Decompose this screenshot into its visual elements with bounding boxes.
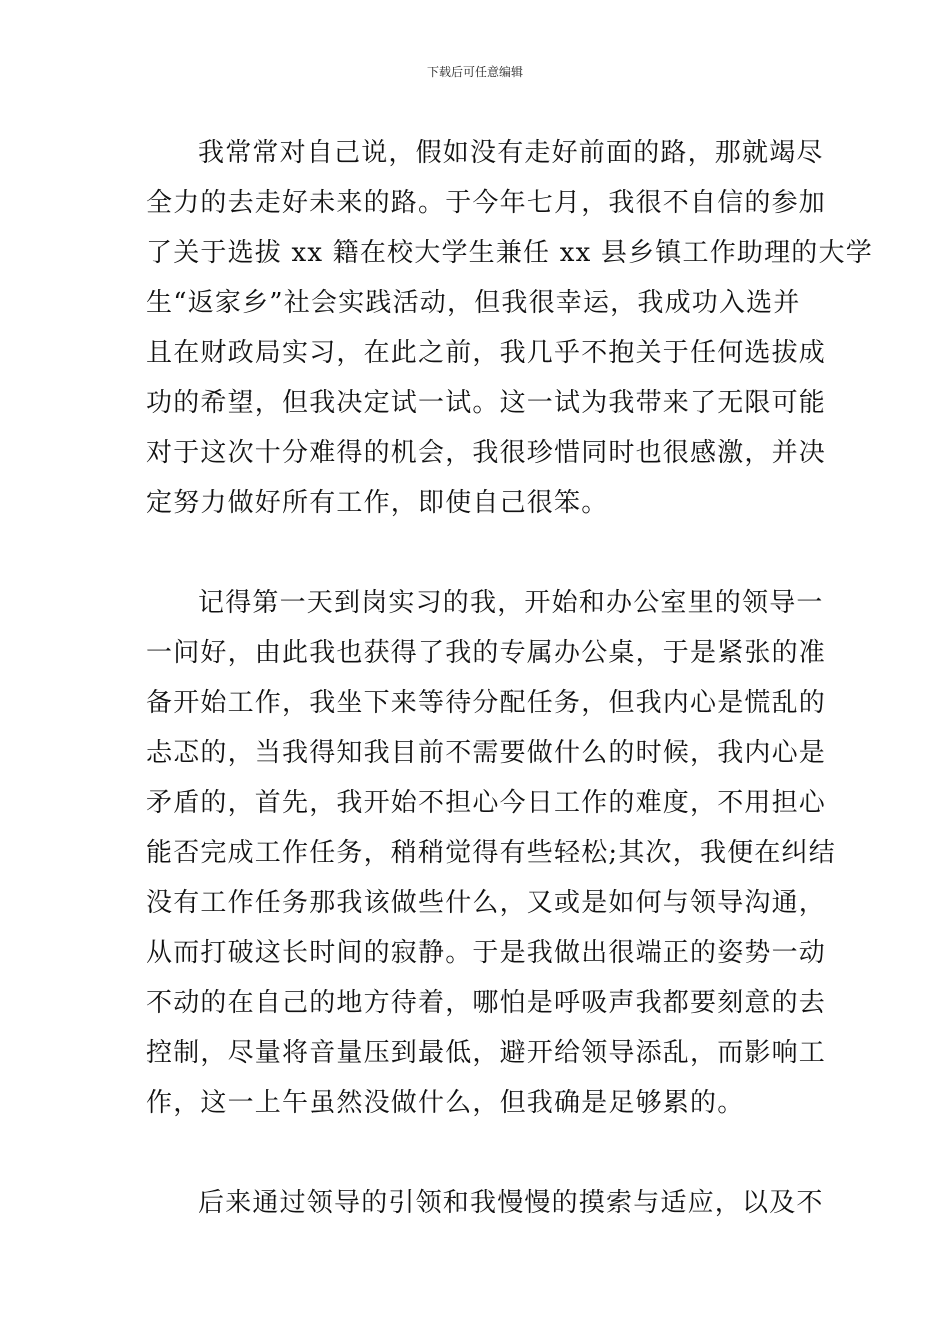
text-line: 我常常对自己说，假如没有走好前面的路，那就竭尽	[198, 138, 824, 168]
text-line: 不动的在自己的地方待着，哪怕是呼吸声我都要刻意的去	[146, 988, 827, 1018]
text-line: 作，这一上午虽然没做什么，但我确是足够累的。	[146, 1088, 745, 1118]
text-line: 能否完成工作任务，稍稍觉得有些轻松;其次，我便在纠结	[146, 838, 836, 868]
text-line: 后来通过领导的引领和我慢慢的摸索与适应，以及不	[198, 1188, 824, 1218]
paragraph-1	[146, 128, 873, 528]
text-line: 记得第一天到岗实习的我，开始和办公室里的领导一	[198, 588, 824, 618]
text-line: 生“返家乡”社会实践活动，但我很幸运，我成功入选并	[146, 288, 801, 318]
document-body	[146, 128, 873, 1228]
text-line: 且在财政局实习，在此之前，我几乎不抱关于任何选拔成	[146, 338, 827, 368]
text-line: 功的希望，但我决定试一试。这一试为我带来了无限可能	[146, 388, 827, 418]
text-line: 全力的去走好未来的路。于今年七月，我很不自信的参加	[146, 188, 827, 218]
text-line: 控制，尽量将音量压到最低，避开给领导添乱，而影响工	[146, 1038, 827, 1068]
page-header-note: 下载后可任意编辑	[426, 65, 523, 79]
paragraph-3	[146, 1178, 824, 1228]
text-line: 矛盾的，首先，我开始不担心今日工作的难度，不用担心	[146, 788, 827, 818]
text-line: 没有工作任务那我该做些什么，又或是如何与领导沟通，	[146, 888, 827, 918]
text-line: 对于这次十分难得的机会，我很珍惜同时也很感激，并决	[146, 438, 827, 468]
text-line: 定努力做好所有工作，即使自己很笨。	[146, 488, 609, 518]
text-line: 了关于选拔 xx 籍在校大学生兼任 xx 县乡镇工作助理的大学	[146, 238, 873, 268]
paragraph-2	[146, 578, 836, 1128]
paragraph-gap	[146, 528, 806, 578]
text-line: 从而打破这长时间的寂静。于是我做出很端正的姿势一动	[146, 938, 827, 968]
paragraph-gap	[146, 1128, 806, 1178]
text-line: 一问好，由此我也获得了我的专属办公桌，于是紧张的准	[146, 638, 827, 668]
text-line: 备开始工作，我坐下来等待分配任务，但我内心是慌乱的	[146, 688, 827, 718]
text-line: 忐忑的，当我得知我目前不需要做什么的时候，我内心是	[146, 738, 827, 768]
